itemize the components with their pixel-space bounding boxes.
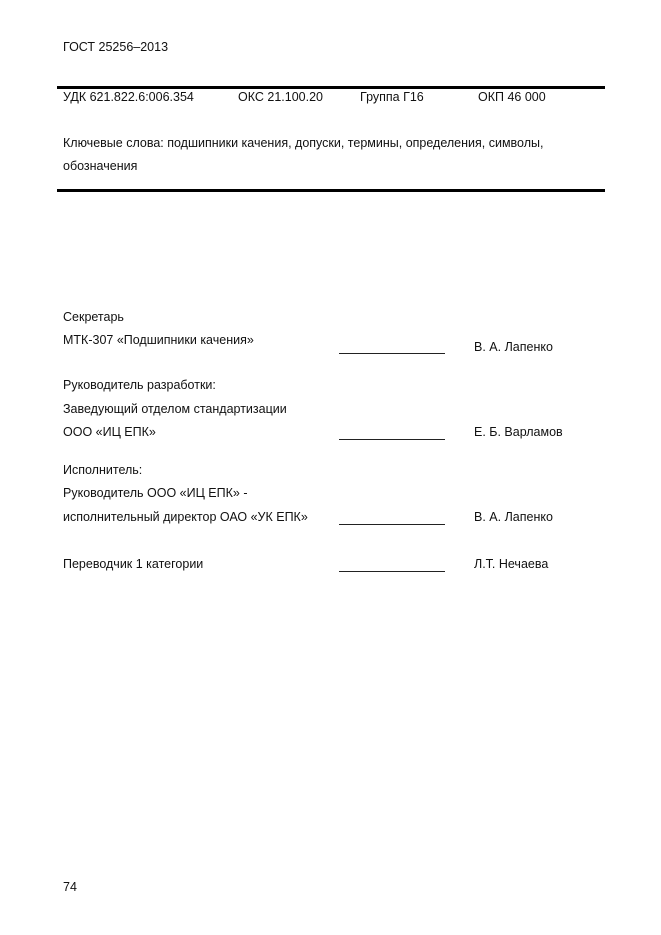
signature-line [339, 524, 445, 525]
signatory-name: В. А. Лапенко [474, 340, 553, 354]
standard-number: ГОСТ 25256–2013 [63, 40, 169, 54]
role-text: МТК-307 «Подшипники качения» [63, 333, 254, 347]
bottom-rule [57, 189, 605, 192]
oks-code: ОКС 21.100.20 [238, 90, 323, 104]
signatory-name: Е. Б. Варламов [474, 425, 563, 439]
role-text: Исполнитель: [63, 463, 143, 477]
signatory-name: В. А. Лапенко [474, 510, 553, 524]
role-text: Руководитель разработки: [63, 378, 216, 392]
role-text: исполнительный директор ОАО «УК ЕПК» [63, 510, 308, 524]
page-number: 74 [63, 880, 77, 894]
signature-line [339, 571, 445, 572]
role-text: ООО «ИЦ ЕПК» [63, 425, 156, 439]
udk-code: УДК 621.822.6:006.354 [63, 90, 194, 104]
role-text: Руководитель ООО «ИЦ ЕПК» - [63, 486, 248, 500]
signature-line [339, 353, 445, 354]
keywords-line-2: обозначения [63, 159, 138, 173]
keywords-line-1: Ключевые слова: подшипники качения, допуски, термины, определения, символы, [63, 136, 544, 150]
signatory-name: Л.Т. Нечаева [474, 557, 549, 571]
top-rule [57, 86, 605, 89]
signature-line [339, 439, 445, 440]
okp-code: ОКП 46 000 [478, 90, 546, 104]
role-text: Секретарь [63, 310, 124, 324]
role-text: Переводчик 1 категории [63, 557, 204, 571]
role-text: Заведующий отделом стандартизации [63, 402, 287, 416]
group-code: Группа Г16 [360, 90, 424, 104]
